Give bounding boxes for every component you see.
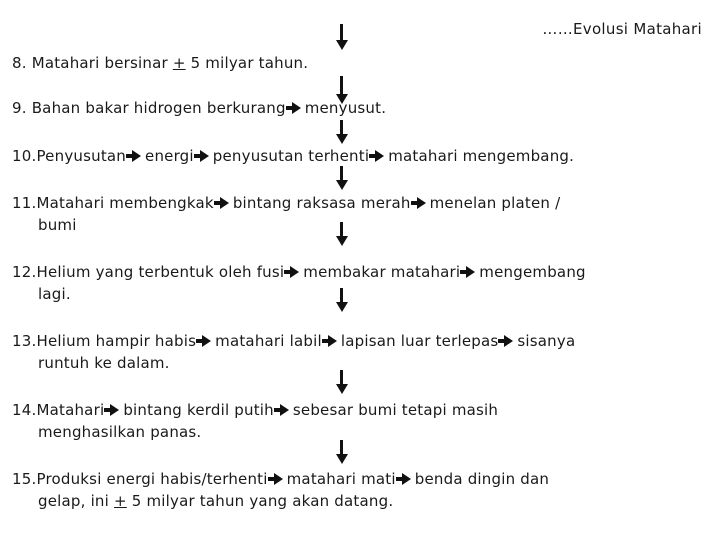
step-number: 13. — [12, 332, 37, 350]
plus-minus-sign: + — [113, 492, 127, 510]
step-text: Helium yang terbentuk oleh fusi — [36, 263, 285, 281]
step-text: matahari mengembang. — [388, 147, 575, 165]
step-continuation — [12, 490, 549, 512]
step-12 — [12, 261, 586, 305]
step-text: menelan platen / — [429, 194, 561, 212]
step-text: Helium hampir habis — [36, 332, 197, 350]
down-arrow-icon — [336, 24, 348, 50]
step-text: Matahari membengkak — [36, 194, 214, 212]
step-text: 5 milyar tahun. — [185, 54, 309, 72]
arrow-right-icon — [290, 266, 299, 278]
step-number: 8. — [12, 54, 27, 72]
step-9 — [12, 97, 386, 119]
arrow-right-icon — [402, 473, 411, 485]
step-text: penyusutan terhenti — [212, 147, 370, 165]
step-text: lapisan luar terlepas — [340, 332, 499, 350]
step-text: Produksi energi habis/terhenti — [36, 470, 268, 488]
down-arrow-icon — [336, 120, 348, 144]
step-number: 15. — [12, 470, 37, 488]
step-text: matahari labil — [215, 332, 322, 350]
step-continuation: runtuh ke dalam. — [38, 354, 170, 372]
arrow-right-icon — [292, 102, 301, 114]
step-8 — [12, 52, 308, 74]
arrow-right-icon — [466, 266, 475, 278]
step-text: mengembang — [479, 263, 586, 281]
step-text: energi — [145, 147, 194, 165]
step-continuation: bumi — [38, 216, 77, 234]
step-text: 5 milyar tahun yang akan datang. — [126, 492, 394, 510]
arrow-right-icon — [132, 150, 141, 162]
step-continuation: menghasilkan panas. — [38, 423, 202, 441]
step-13 — [12, 330, 575, 374]
arrow-right-icon — [274, 473, 283, 485]
step-text: membakar matahari — [303, 263, 461, 281]
arrow-right-icon — [328, 335, 337, 347]
step-text: matahari mati — [286, 470, 396, 488]
step-number: 10. — [12, 147, 37, 165]
step-text: Matahari — [36, 401, 105, 419]
step-14 — [12, 399, 498, 443]
step-number: 11. — [12, 194, 37, 212]
arrow-right-icon — [280, 404, 289, 416]
step-text: bintang raksasa merah — [232, 194, 411, 212]
arrow-right-icon — [110, 404, 119, 416]
step-text: menyusut. — [304, 99, 387, 117]
step-number: 14. — [12, 401, 37, 419]
arrow-right-icon — [417, 197, 426, 209]
arrow-right-icon — [375, 150, 384, 162]
page-title: ……Evolusi Matahari — [542, 20, 702, 38]
step-text: Bahan bakar hidrogen berkurang — [31, 99, 286, 117]
step-text: benda dingin dan — [414, 470, 550, 488]
step-number: 9. — [12, 99, 27, 117]
step-number: 12. — [12, 263, 37, 281]
step-text: bintang kerdil putih — [123, 401, 274, 419]
arrow-right-icon — [202, 335, 211, 347]
down-arrow-icon — [336, 440, 348, 464]
step-11 — [12, 192, 560, 236]
arrow-right-icon — [220, 197, 229, 209]
step-text: sebesar bumi tetapi masih — [292, 401, 499, 419]
down-arrow-icon — [336, 166, 348, 190]
step-continuation: lagi. — [38, 285, 71, 303]
step-15 — [12, 468, 549, 512]
plus-minus-sign: + — [172, 54, 186, 72]
step-text: gelap, ini — [38, 492, 114, 510]
step-text: Matahari bersinar — [31, 54, 173, 72]
step-10 — [12, 145, 574, 167]
arrow-right-icon — [504, 335, 513, 347]
step-text: sisanya — [517, 332, 576, 350]
arrow-right-icon — [200, 150, 209, 162]
step-text: Penyusutan — [36, 147, 127, 165]
